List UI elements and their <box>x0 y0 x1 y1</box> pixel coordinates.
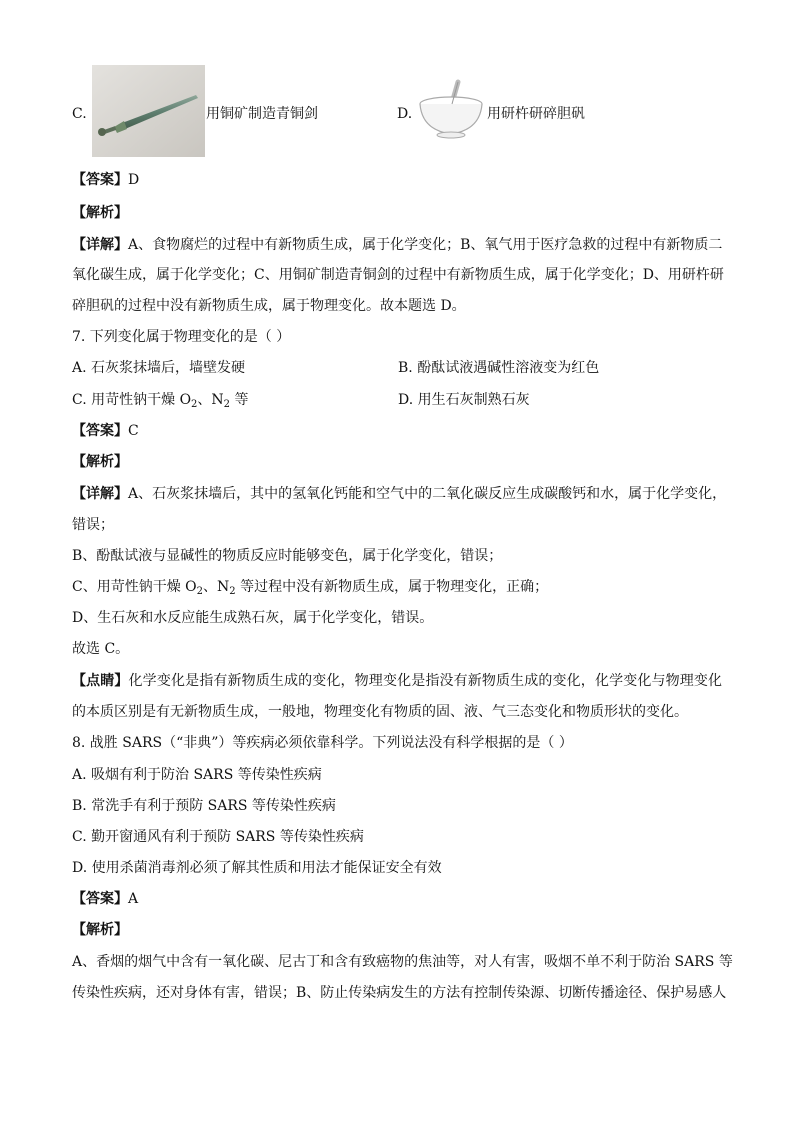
option-d-text: 用研杵研碎胆矾 <box>487 106 585 122</box>
q7-detail-line-2: 错误； <box>72 517 114 533</box>
q7-stem: 7. 下列变化属于物理变化的是（ ） <box>72 329 291 345</box>
q8-stem: 8. 战胜 SARS（“非典”）等疾病必须依靠科学。下列说法没有科学根据的是（ ） <box>72 735 573 751</box>
q8-option-d: D. 使用杀菌消毒剂必须了解其性质和用法才能保证安全有效 <box>72 860 442 876</box>
q8-analysis-heading: 【解析】 <box>72 922 128 938</box>
q7-tip-line-1: 【点睛】化学变化是指有新物质生成的变化，物理变化是指没有新物质生成的变化，化学变化与物理变化 <box>72 673 723 689</box>
q8-option-b: B. 常洗手有利于预防 SARS 等传染性疾病 <box>72 798 336 814</box>
q6-analysis-heading: 【解析】 <box>72 205 128 221</box>
q8-detail-line-2: 传染性疾病，还对身体有害，错误；B、防止传染病发生的方法有控制传染源、切断传播途径、保护易感人 <box>72 985 727 1001</box>
q7-analysis-heading: 【解析】 <box>72 454 128 470</box>
q7-detail-line-6: 故选 C。 <box>72 641 130 657</box>
q7-detail-line-3: B、酚酞试液与显碱性的物质反应时能够变色，属于化学变化，错误； <box>72 548 503 564</box>
option-c-text: 用铜矿制造青铜剑 <box>206 106 318 122</box>
q6-answer: 【答案】D <box>72 172 140 188</box>
q6-detail-line-2: 氧化碳生成，属于化学变化；C、用铜矿制造青铜剑的过程中有新物质生成，属于化学变化；D、用研杵研 <box>72 267 724 283</box>
q7-tip-line-2: 的本质区别是有无新物质生成，一般地，物理变化有物质的固、液、气三态变化和物质形状的变化。 <box>72 704 688 720</box>
q7-option-c: C. 用苛性钠干燥 $O_2$、$N_2$ 等 <box>72 392 249 410</box>
bronze-sword-image <box>92 65 205 157</box>
mortar-pestle-image <box>418 78 484 140</box>
q6-detail-line-3: 碎胆矾的过程中没有新物质生成，属于物理变化。故本题选 D。 <box>72 298 466 314</box>
q7-option-a: A. 石灰浆抹墙后，墙壁发硬 <box>72 360 246 376</box>
q8-option-a: A. 吸烟有利于防治 SARS 等传染性疾病 <box>72 767 322 783</box>
option-c-label: C. <box>72 106 87 122</box>
q6-detail-line-1: 【详解】A、食物腐烂的过程中有新物质生成，属于化学变化；B、氧气用于医疗急救的过程中有新物质二 <box>72 237 723 253</box>
q8-answer: 【答案】A <box>72 891 139 907</box>
q7-option-b: B. 酚酞试液遇碱性溶液变为红色 <box>398 360 600 376</box>
q7-option-d: D. 用生石灰制熟石灰 <box>398 392 530 408</box>
q8-option-c: C. 勤开窗通风有利于预防 SARS 等传染性疾病 <box>72 829 364 845</box>
option-d-label: D. <box>397 106 413 122</box>
q7-detail-line-4: C、用苛性钠干燥 $O_2$、$N_2$ 等过程中没有新物质生成，属于物理变化，正确； <box>72 579 549 597</box>
q7-detail-line-1: 【详解】A、石灰浆抹墙后，其中的氢氧化钙能和空气中的二氧化碳反应生成碳酸钙和水，属于化学变化， <box>72 486 727 502</box>
q7-detail-line-5: D、生石灰和水反应能生成熟石灰，属于化学变化，错误。 <box>72 610 434 626</box>
q8-detail-line-1: A、香烟的烟气中含有一氧化碳、尼古丁和含有致癌物的焦油等，对人有害，吸烟不单不利于防治 SARS 等 <box>72 954 733 970</box>
q7-answer: 【答案】C <box>72 423 139 439</box>
